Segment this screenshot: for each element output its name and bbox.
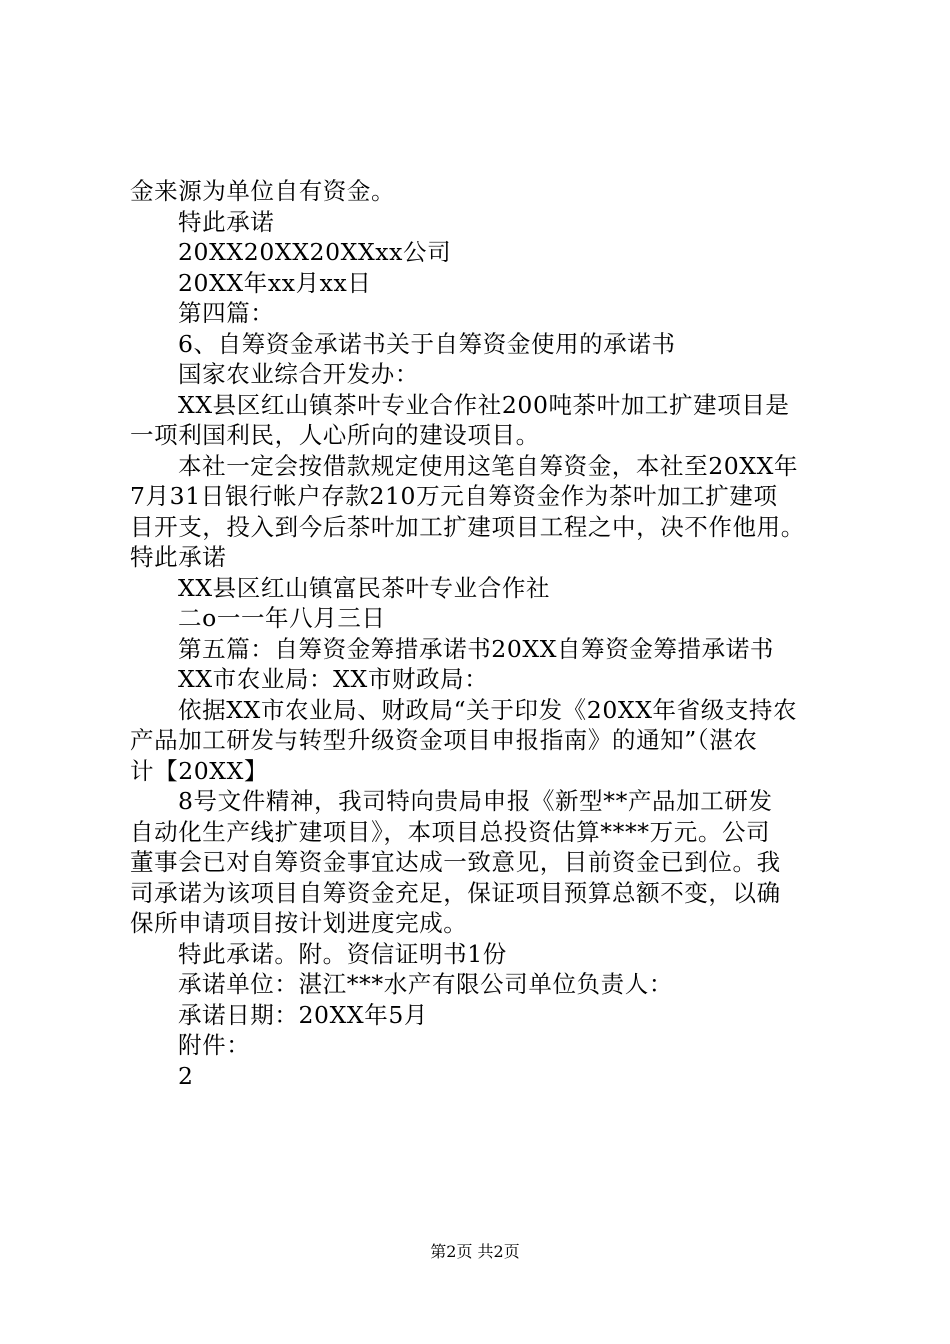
text-line: 产品加工研发与转型升级资金项目申报指南》的通知”（湛农 [130,726,758,754]
text-line: 保所申请项目按计划进度完成。 [130,909,468,937]
document-body [130,176,835,1091]
text-line: 20XX20XX20XXxx公司 [178,238,452,266]
text-line: 承诺单位：湛江***水产有限公司单位负责人： [178,970,673,998]
text-line: 特此承诺 [130,543,227,571]
text-line: 金来源为单位自有资金。 [130,177,396,205]
text-line: 7月31日银行帐户存款210万元自筹资金作为茶叶加工扩建项 [130,482,778,510]
text-line: 司承诺为该项目自筹资金充足，保证项目预算总额不变，以确 [130,878,781,907]
text-line: 国家农业综合开发办： [178,360,419,388]
text-line: XX县区红山镇茶叶专业合作社200吨茶叶加工扩建项目是 [178,390,790,419]
text-line: 本社一定会按借款规定使用这笔自筹资金，本社至20XX年 [178,451,799,480]
text-line: 自动化生产线扩建项目》，本项目总投资估算****万元。公司 [130,817,771,846]
text-line: 依据XX市农业局、财政局“关于印发《20XX年省级支持农 [178,695,798,724]
text-line: 第五篇：自筹资金筹措承诺书20XX自筹资金筹措承诺书 [178,634,774,663]
text-line: 2 [178,1061,194,1090]
text-line: 6、自筹资金承诺书关于自筹资金使用的承诺书 [178,329,676,358]
text-line: 第四篇： [178,299,275,327]
text-line: 二o一一年八月三日 [178,604,386,632]
text-line: 8号文件精神，我司特向贵局申报《新型**产品加工研发 [178,787,773,815]
text-line: 一项利国利民，人心所向的建设项目。 [130,421,540,449]
text-line: 特此承诺。附。资信证明书1份 [178,939,507,968]
text-line: 附件： [178,1031,251,1059]
page-footer: 第2页 共2页 [430,1242,520,1261]
text-line: 目开支，投入到今后茶叶加工扩建项目工程之中，决不作他用。 [130,512,805,541]
text-line: 特此承诺 [178,207,275,236]
text-line: XX县区红山镇富民茶叶专业合作社 [178,573,551,602]
text-line: 20XX年xx月xx日 [178,268,372,297]
text-line: 董事会已对自筹资金事宜达成一致意见，目前资金已到位。我 [130,848,781,876]
text-line: XX市农业局：XX市财政局： [178,665,489,693]
text-line: 承诺日期：20XX年5月 [178,1000,429,1029]
text-line: 计【20XX】 [130,756,269,785]
